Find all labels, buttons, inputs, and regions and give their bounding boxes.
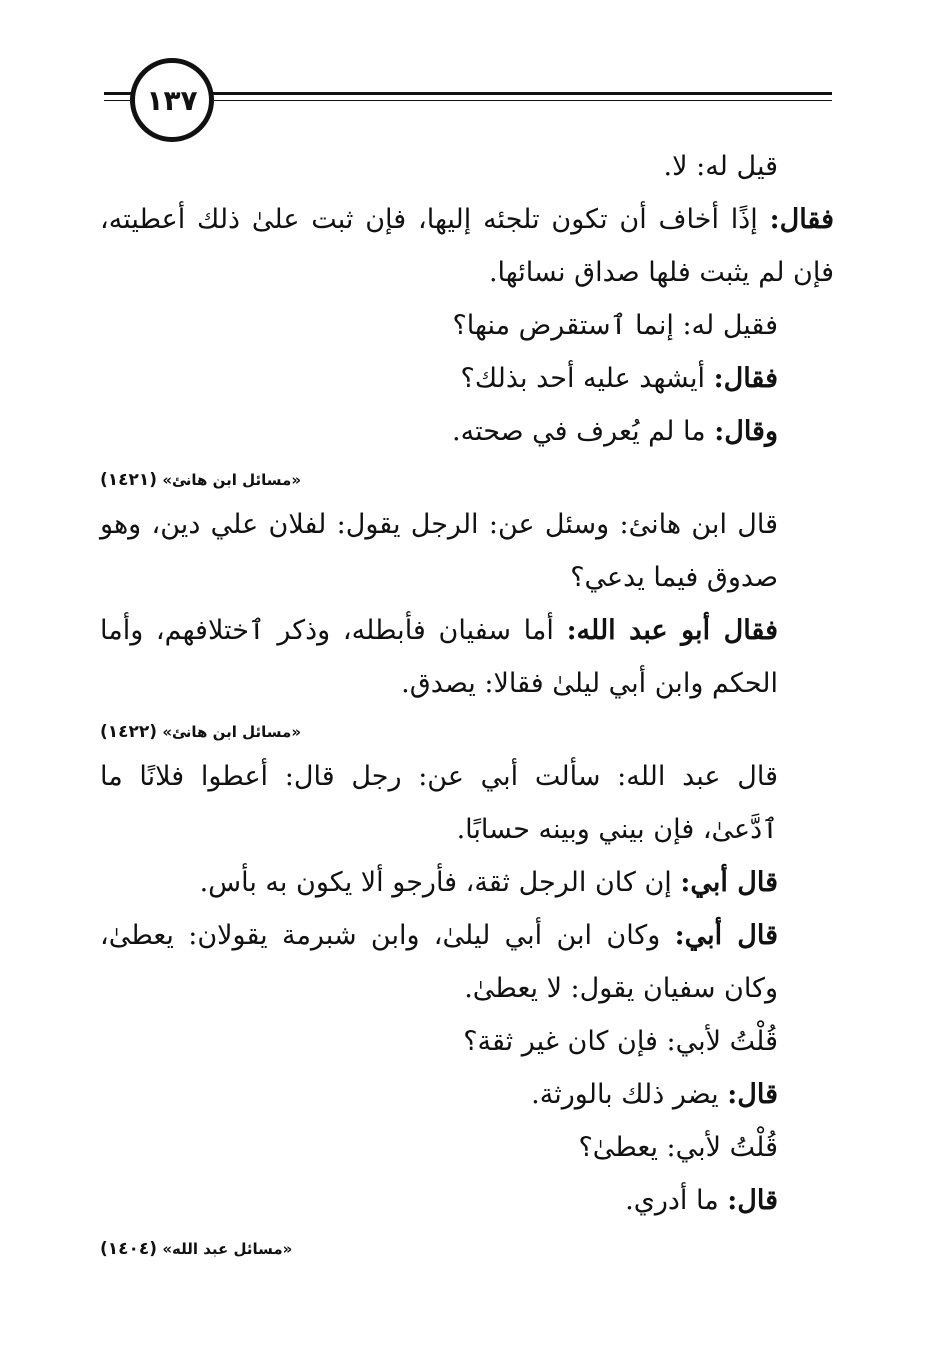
source-name: «مسائل ابن هانئ» [162, 723, 302, 741]
paragraph: قال عبد الله: سألت أبي عن: رجل قال: أعطوا فلانًا ما ٱدَّعىٰ، فإن بيني وبينه حسابًا. [100, 761, 778, 845]
speaker-label: فقال أبو عبد الله: [566, 615, 778, 646]
source-citation [100, 464, 834, 496]
paragraph: قيل له: لا. [663, 151, 778, 182]
paragraph: فقال: أيشهد عليه أحد بذلك؟ [460, 363, 778, 394]
source-citation [100, 1233, 834, 1265]
source-name: «مسائل عبد الله» [162, 1240, 293, 1258]
speaker-label: قال أبي: [674, 920, 779, 951]
paragraph: قال ابن هانئ: وسئل عن: الرجل يقول: لفلان علي دين، وهو صدوق فيما يدعي؟ [100, 509, 778, 593]
speaker-label: فقال: [769, 204, 834, 235]
paragraph: قال: ما أدري. [625, 1185, 778, 1216]
source-number: (١٤٠٤) [100, 1239, 158, 1259]
speaker-label: قال: [727, 1185, 778, 1216]
page-number-badge [130, 58, 214, 142]
speaker-label: فقال: [713, 363, 778, 394]
speaker-label: قال: [727, 1079, 778, 1110]
paragraph: فقال أبو عبد الله: أما سفيان فأبطله، وذكر ٱختلافهم، وأما الحكم وابن أبي ليلىٰ فقالا: يصدق. [100, 615, 778, 699]
paragraph: قال أبي: وكان ابن أبي ليلىٰ، وابن شبرمة يقولان: يعطىٰ، وكان سفيان يقول: لا يعطىٰ. [100, 920, 779, 1004]
paragraph: قال: يضر ذلك بالورثة. [531, 1079, 778, 1110]
speaker-label: قال أبي: [680, 867, 778, 898]
paragraph: قُلْتُ لأبي: يعطىٰ؟ [578, 1132, 778, 1163]
section-1 [100, 140, 834, 496]
section-3 [100, 750, 834, 1265]
source-citation [100, 716, 834, 748]
source-number: (١٤٢٢) [100, 722, 158, 742]
section-2 [100, 498, 834, 748]
text-body [100, 140, 834, 1267]
paragraph: وقال: ما لم يُعرف في صحته. [452, 416, 778, 447]
paragraph: قُلْتُ لأبي: فإن كان غير ثقة؟ [463, 1026, 778, 1057]
page-number: ١٣٧ [146, 83, 198, 117]
paragraph: فقيل له: إنما ٱستقرض منها؟ [452, 310, 778, 341]
speaker-label: وقال: [714, 416, 778, 447]
paragraph: قال أبي: إن كان الرجل ثقة، فأرجو ألا يكون به بأس. [199, 867, 778, 898]
source-number: (١٤٢١) [100, 470, 158, 490]
paragraph: فقال: إذًا أخاف أن تكون تلجئه إليها، فإن ثبت علىٰ ذلك أعطيته، فإن لم يثبت فلها صداق نسائها. [100, 204, 834, 288]
source-name: «مسائل ابن هانئ» [162, 471, 302, 489]
